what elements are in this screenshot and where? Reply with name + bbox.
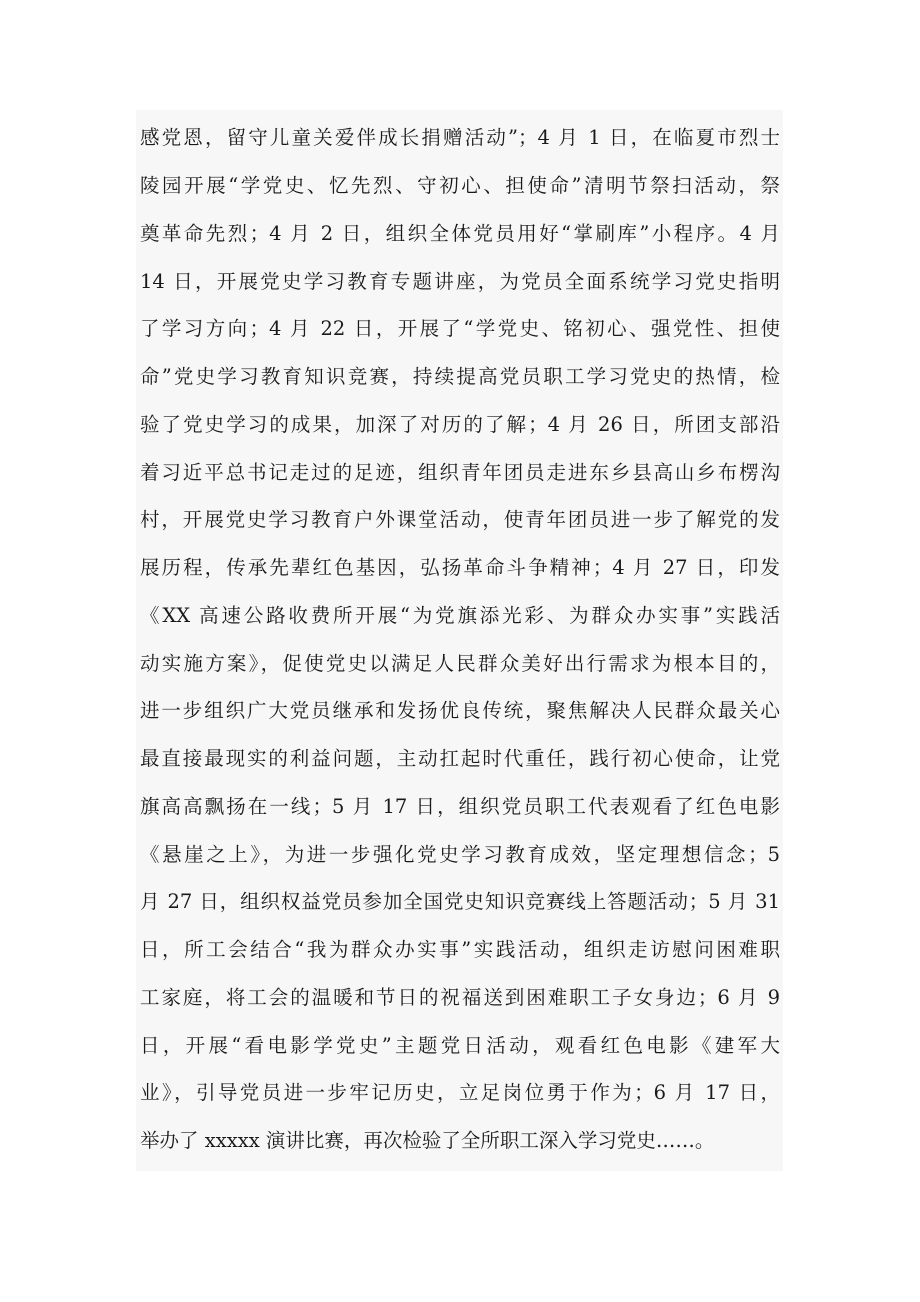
- text-line: 日，所工会结合“我为群众办实事”实践活动，组织走访慰问困难职: [140, 938, 780, 961]
- body-text-block: [136, 110, 783, 1171]
- text-line-last: 举办了 xxxxx 演讲比赛，再次检验了全所职工深入学习党史……。: [140, 1129, 715, 1152]
- text-line: 奠革命先烈；4 月 2 日，组织全体党员用好“掌刷库”小程序。4 月: [140, 222, 780, 245]
- text-line: 展历程，传承先辈红色基因，弘扬革命斗争精神；4 月 27 日，印发: [140, 556, 780, 579]
- text-line: 了学习方向；4 月 22 日，开展了“学党史、铭初心、强党性、担使: [140, 317, 780, 340]
- text-line: 进一步组织广大党员继承和发扬优良传统，聚焦解决人民群众最关心: [140, 699, 780, 722]
- text-line: 14 日，开展党史学习教育专题讲座，为党员全面系统学习党史指明: [140, 270, 780, 293]
- text-line: 感党恩，留守儿童关爱伴成长捐赠活动”；4 月 1 日，在临夏市烈士: [140, 126, 780, 149]
- text-line: 验了党史学习的成果，加深了对历的了解；4 月 26 日，所团支部沿: [140, 413, 780, 436]
- text-line: 日，开展“看电影学党史”主题党日活动，观看红色电影《建军大: [140, 1034, 780, 1057]
- text-line: 陵园开展“学党史、忆先烈、守初心、担使命”清明节祭扫活动，祭: [140, 174, 780, 197]
- text-line: 《XX 高速公路收费所开展“为党旗添光彩、为群众办实事”实践活: [140, 604, 780, 627]
- text-line: 命”党史学习教育知识竞赛，持续提高党员职工学习党史的热情，检: [140, 365, 780, 388]
- text-line: 着习近平总书记走过的足迹，组织青年团员走进东乡县高山乡布楞沟: [140, 461, 780, 484]
- text-line: 业》，引导党员进一步牢记历史，立足岗位勇于作为；6 月 17 日，: [140, 1081, 780, 1104]
- text-line: 村，开展党史学习教育户外课堂活动，使青年团员进一步了解党的发: [140, 508, 780, 531]
- text-line: 月 27 日，组织权益党员参加全国党史知识竞赛线上答题活动；5 月 31: [140, 890, 780, 913]
- text-line: 动实施方案》，促使党史以满足人民群众美好出行需求为根本目的，: [140, 652, 780, 675]
- text-line: 工家庭，将工会的温暖和节日的祝福送到困难职工子女身边；6 月 9: [140, 986, 780, 1009]
- text-line: 最直接最现实的利益问题，主动扛起时代重任，践行初心使命，让党: [140, 747, 780, 770]
- text-line: 旗高高飘扬在一线；5 月 17 日，组织党员职工代表观看了红色电影: [140, 795, 780, 818]
- text-line: 《悬崖之上》，为进一步强化党史学习教育成效，坚定理想信念；5: [140, 843, 780, 866]
